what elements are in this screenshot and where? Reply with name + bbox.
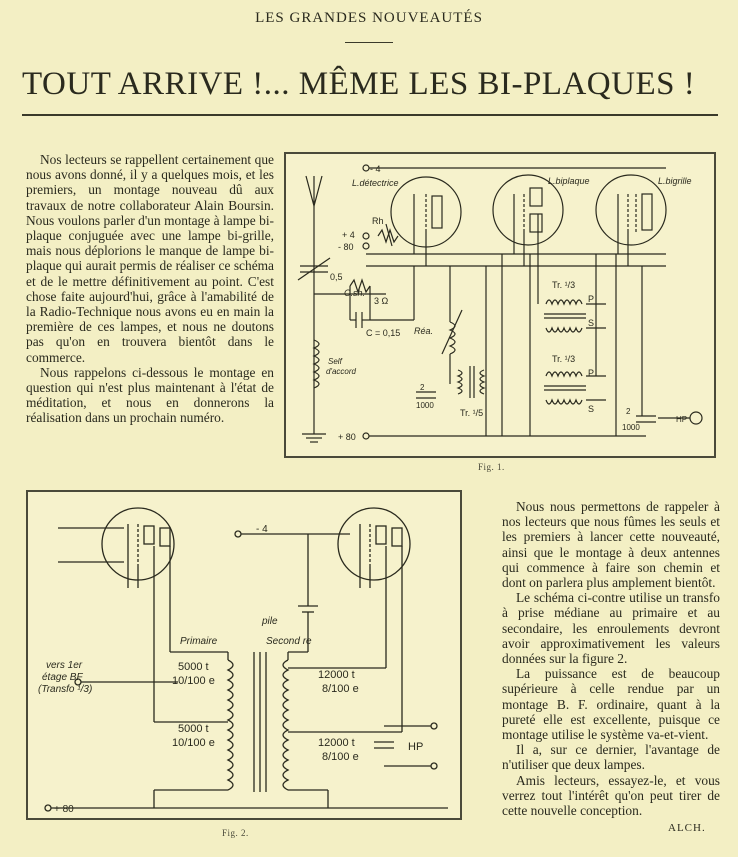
- fig2-label-primaire: Primaire: [180, 636, 218, 647]
- figure-1-caption: Fig. 1.: [478, 462, 505, 472]
- paragraph: Nos lecteurs se rappellent certainement que nous avons donné, il y a quelques mois, et les premiers, un montage nouveau dû aux travaux de notre collaborateur Alain Boursin. Nous voulons parler d'un montage à lampe bi-plaque conjuguée avec une lampe bi-grille, mais nous déplorions le manque de lampe bi-plaque qui aurait permis de réaliser ce schéma et de le mettre définitivement au point. C'est chose faite aujourd'hui, grâce à l'amabilité de la Radio-Technique nous avons eu en main la première de ces lampes, et nous ne doutons pas qu'on en trouvera bientôt dans le commerce.: [26, 152, 274, 365]
- fig1-label-detectrice: L.détectrice: [352, 178, 399, 188]
- figure-1-schematic: [286, 154, 714, 456]
- fig1-label-c1000a: 1000: [416, 401, 434, 410]
- fig1-label-hp: HP: [676, 415, 688, 424]
- running-head: LES GRANDES NOUVEAUTÉS: [255, 10, 483, 26]
- author-signature: ALCH.: [668, 822, 706, 834]
- coil-accord: [314, 340, 319, 388]
- fig2-label-s12000b: 12000 t: [318, 737, 355, 749]
- fig1-label-rh: Rh: [372, 216, 384, 226]
- fig2-label-s8b: 8/100 e: [322, 751, 359, 763]
- paragraph: Il a, sur ce dernier, l'avantage de n'utiliser que deux lampes.: [502, 742, 720, 773]
- fig1-label-c015: C = 0,15: [366, 328, 401, 338]
- fig1-label-minus4: - 4: [370, 164, 381, 174]
- fig1-label-bigrille: L.bigrille: [658, 176, 692, 186]
- secondary-winding: [283, 660, 288, 790]
- tube-right: [338, 508, 410, 580]
- fig1-label-c05: 0,5: [330, 272, 343, 282]
- fig1-label-s1: S: [588, 318, 595, 328]
- fig2-label-second: Second re: [266, 636, 312, 647]
- figure-2: [26, 490, 462, 820]
- fig1-label-tr3a: Tr. ¹/3: [552, 280, 576, 290]
- paragraph: Amis lecteurs, essayez-le, et vous verrez tout l'intérêt qu'on peut tirer de cette nouvelle conception.: [502, 772, 720, 819]
- paragraph: Nous rappelons ci-dessous le montage en question qui n'est plus maintenant à l'état de méditation, et nous en donnerons la réalisation dans un prochain numéro.: [26, 364, 274, 426]
- fig2-label-p5000a: 5000 t: [178, 661, 209, 673]
- speaker-symbol: [690, 412, 702, 424]
- fig2-label-plus80: + 80: [54, 804, 74, 815]
- article-column-2: [502, 499, 720, 818]
- fig2-label-minus4: - 4: [256, 524, 268, 535]
- paragraph: Nous nous permettons de rappeler à nos lecteurs que nous fûmes les seuls et les premiers à lancer cette nouveauté, ainsi que le montage à deux antennes qui commence à faire son chemin et dont on parlera plus amplement bientôt.: [502, 499, 720, 591]
- fig2-label-s8a: 8/100 e: [322, 683, 359, 695]
- paragraph: Le schéma ci-contre utilise un transfo à prise médiane au primaire et au secondaire, les enroulements devront avoir approximativement les valeurs données sur la figure 2.: [502, 590, 720, 667]
- fig2-label-vers3: (Transfo ¹/3): [38, 684, 93, 695]
- fig2-label-p10b: 10/100 e: [172, 737, 215, 749]
- fig1-label-biplaque: L.biplaque: [548, 176, 590, 186]
- fig1-label-plus80: + 80: [338, 432, 356, 442]
- fig2-label-vers2: étage BF: [42, 672, 83, 683]
- fig1-label-p1: P: [588, 294, 595, 304]
- fig1-label-self1: Self: [328, 357, 342, 366]
- fig1-label-minus80: - 80: [338, 242, 354, 252]
- fig1-label-reac: Réa.: [414, 326, 434, 336]
- figure-1: [284, 152, 716, 458]
- figure-2-schematic: [28, 492, 460, 818]
- fig2-label-p5000b: 5000 t: [178, 723, 209, 735]
- fig2-label-hp: HP: [408, 741, 424, 753]
- figure-2-caption: Fig. 2.: [222, 828, 249, 838]
- primary-winding: [228, 660, 233, 790]
- fig1-label-csh: C.sh.: [344, 288, 366, 298]
- fig1-label-tr5: Tr. ¹/5: [460, 408, 484, 418]
- paragraph: La puissance est de beaucoup supérieure à celle rendue par un montage B. F. ordinaire, quant à la pureté elle est excellente, puisque ce montage utilise le système va-et-vient.: [502, 666, 720, 743]
- fig1-label-c1000b: 1000: [622, 423, 640, 432]
- fig2-label-s12000a: 12000 t: [318, 669, 355, 681]
- article-title: TOUT ARRIVE !... MÊME LES BI-PLAQUES !: [22, 66, 696, 102]
- fig1-label-c2a: 2: [420, 383, 425, 392]
- header-divider: [345, 42, 393, 43]
- article-column-1: [26, 152, 274, 426]
- fig1-label-tr3b: Tr. ¹/3: [552, 354, 576, 364]
- fig1-label-r3: 3 Ω: [374, 296, 389, 306]
- antenna-symbol: [306, 176, 322, 206]
- fig2-label-p10a: 10/100 e: [172, 675, 215, 687]
- fig1-label-s2: S: [588, 404, 595, 414]
- title-divider: [22, 114, 718, 116]
- fig1-label-self2: d'accord: [326, 367, 356, 376]
- fig1-label-p2: P: [588, 368, 595, 378]
- fig1-label-plus4: + 4: [342, 230, 355, 240]
- fig1-label-c2b: 2: [626, 407, 631, 416]
- fig2-label-pile: pile: [262, 616, 278, 627]
- tube-bigrille: [596, 175, 666, 245]
- fig2-label-vers1: vers 1er: [46, 660, 83, 671]
